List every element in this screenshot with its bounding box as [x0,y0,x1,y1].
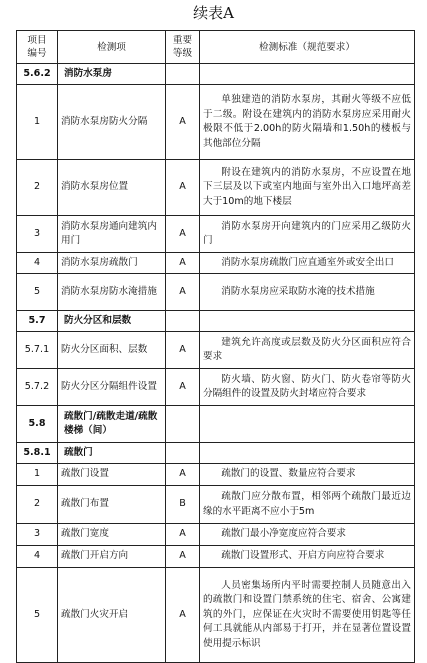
header-imp-l2: 等级 [172,48,193,59]
cell-standard: 消防水泵房应采取防水淹的技术措施 [200,274,415,311]
cell-standard: 附设在建筑内的消防水泵房，不应设置在地下三层及以下或室内地面与室外出入口地坪高差大于10m的地下楼层 [200,160,415,216]
cell-importance: A [166,85,200,160]
cell-item: 疏散门宽度 [58,524,166,546]
table-row [17,253,415,274]
cell-importance: A [166,253,200,274]
cell-item: 疏散门设置 [58,464,166,486]
cell-code: 5.7.2 [17,369,58,406]
table-row [17,464,415,486]
cell-standard [200,406,415,443]
cell-code: 4 [17,546,58,568]
cell-code: 5 [17,274,58,311]
cell-importance: A [166,464,200,486]
header-importance [166,31,200,64]
cell-item: 消防水泵房疏散门 [58,253,166,274]
cell-code: 5.8 [17,406,58,443]
cell-code: 5.7.1 [17,332,58,369]
cell-item: 防火分区和层数 [58,311,166,332]
cell-item: 疏散门/疏散走道/疏散楼梯（间） [58,406,166,443]
table-row [17,486,415,524]
cell-importance: A [166,216,200,253]
cell-item: 消防水泵房防火分隔 [58,85,166,160]
cell-standard: 消防水泵房疏散门应直通室外或安全出口 [200,253,415,274]
header-code [17,31,58,64]
cell-importance [166,64,200,85]
cell-standard [200,64,415,85]
cell-code: 2 [17,160,58,216]
cell-code: 1 [17,464,58,486]
cell-item: 消防水泵房位置 [58,160,166,216]
cell-code: 2 [17,486,58,524]
section-row [17,406,415,443]
cell-importance [166,443,200,464]
cell-item: 消防水泵房防水淹措施 [58,274,166,311]
cell-standard: 疏散门设置形式、开启方向应符合要求 [200,546,415,568]
header-code-l2: 编号 [27,48,47,59]
table-row [17,332,415,369]
table-row [17,369,415,406]
cell-code: 5 [17,568,58,663]
cell-standard: 防火墙、防火窗、防火门、防火卷帘等防火分隔组件的设置及防火封堵应符合要求 [200,369,415,406]
cell-standard: 疏散门最小净宽度应符合要求 [200,524,415,546]
cell-standard: 消防水泵房开向建筑内的门应采用乙级防火门 [200,216,415,253]
table-header-row [17,31,415,64]
table-row [17,568,415,663]
page-title: 续表A [193,4,234,22]
cell-code: 5.8.1 [17,443,58,464]
cell-importance [166,311,200,332]
cell-standard: 疏散门的设置、数量应符合要求 [200,464,415,486]
cell-code: 5.6.2 [17,64,58,85]
cell-importance [166,406,200,443]
cell-standard: 建筑允许高度或层数及防火分区面积应符合要求 [200,332,415,369]
header-item: 检测项 [58,31,166,64]
section-row [17,443,415,464]
cell-standard: 单独建造的消防水泵房，其耐火等级不应低于二级。附设在建筑内的消防水泵房应采用耐火极限不低于2.00h的防火隔墙和1.50h的楼板与其他部位分隔 [200,85,415,160]
header-standard: 检测标准（规范要求） [200,31,415,64]
table-row [17,524,415,546]
table-row [17,216,415,253]
cell-importance: B [166,486,200,524]
cell-importance: A [166,568,200,663]
cell-standard [200,443,415,464]
cell-standard [200,311,415,332]
cell-standard: 疏散门应分散布置，相邻两个疏散门最近边缘的水平距离不应小于5m [200,486,415,524]
cell-importance: A [166,369,200,406]
table-row [17,546,415,568]
cell-item: 防火分区分隔组件设置 [58,369,166,406]
cell-importance: A [166,332,200,369]
cell-item: 疏散门 [58,443,166,464]
cell-item: 疏散门火灾开启 [58,568,166,663]
table-row [17,85,415,160]
section-row [17,311,415,332]
cell-code: 3 [17,524,58,546]
cell-importance: A [166,160,200,216]
cell-importance: A [166,524,200,546]
cell-item: 防火分区面积、层数 [58,332,166,369]
cell-item: 消防水泵房通向建筑内用门 [58,216,166,253]
cell-importance: A [166,546,200,568]
cell-importance: A [166,274,200,311]
section-row [17,64,415,85]
header-imp-l1: 重要 [172,35,193,46]
cell-item: 消防水泵房 [58,64,166,85]
cell-standard: 人员密集场所内平时需要控制人员随意出入的疏散门和设置门禁系统的住宅、宿舍、公寓建筑的外门，应保证在火灾时不需要使用钥匙等任何工具就能从内部易于打开，并在显著位置设置使用提示标识 [200,568,415,663]
cell-item: 疏散门开启方向 [58,546,166,568]
table-row [17,160,415,216]
header-code-l1: 项目 [27,35,47,46]
cell-code: 1 [17,85,58,160]
cell-item: 疏散门布置 [58,486,166,524]
cell-code: 3 [17,216,58,253]
cell-code: 5.7 [17,311,58,332]
inspection-table [16,30,415,663]
cell-code: 4 [17,253,58,274]
table-row [17,274,415,311]
